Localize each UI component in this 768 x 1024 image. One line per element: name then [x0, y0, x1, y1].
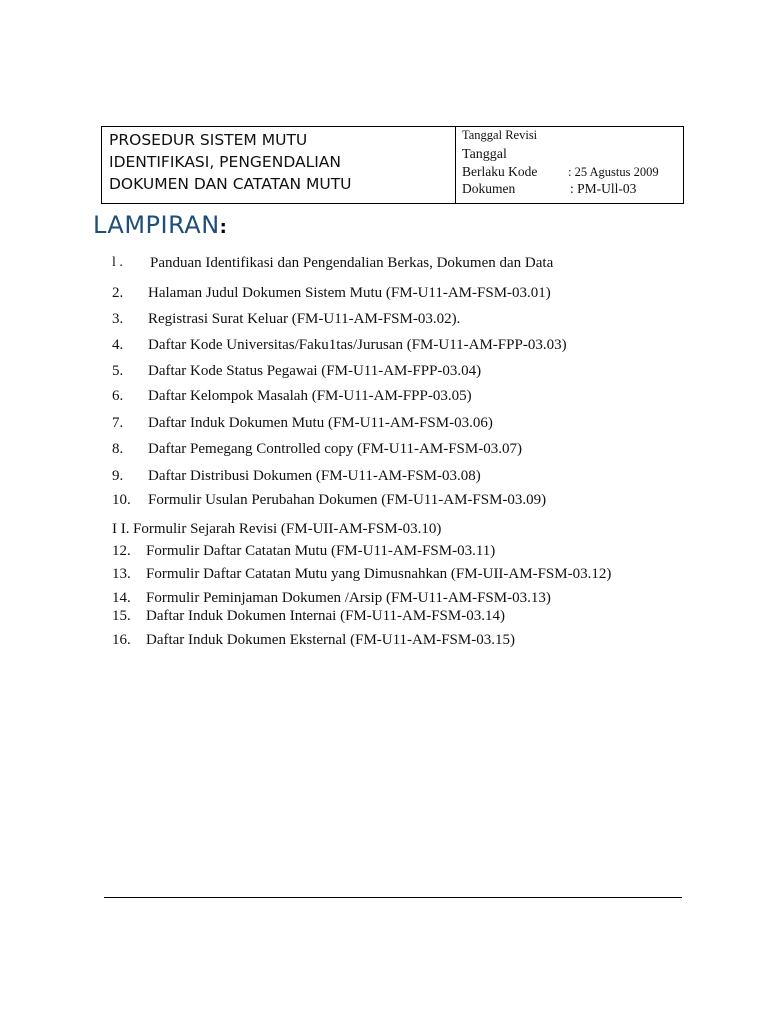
list-item-text: Halaman Judul Dokumen Sistem Mutu (FM-U11-AM-FSM-03.01): [148, 285, 551, 301]
list-item-text: Daftar Induk Dokumen Eksternal (FM-U11-AM-FSM-03.15): [146, 632, 515, 648]
list-item-text: Daftar Induk Dokumen Mutu (FM-U11-AM-FSM-03.06): [148, 415, 493, 431]
header-meta-cell: [456, 127, 683, 203]
list-item-number: 2.: [112, 285, 124, 301]
berlaku-label: Berlaku Kode: [462, 164, 538, 179]
dokumen-label: Dokumen: [462, 181, 516, 196]
list-item-number: l .: [112, 255, 123, 270]
list-item-number: 15.: [112, 608, 131, 624]
list-item-text: Registrasi Surat Keluar (FM-U11-AM-FSM-03.02).: [148, 311, 461, 327]
list-item-text: Formulir Peminjaman Dokumen /Arsip (FM-U11-AM-FSM-03.13): [146, 590, 551, 606]
list-item-text: Formulir Usulan Perubahan Dokumen (FM-U11-AM-FSM-03.09): [148, 492, 547, 508]
tanggal-label: Tanggal: [462, 147, 507, 162]
section-title-text: LAMPIRAN: [93, 211, 220, 239]
footer-divider: [104, 897, 682, 898]
section-title: [93, 211, 227, 239]
list-item-text: Daftar Kelompok Masalah (FM-U11-AM-FPP-03.05): [148, 388, 472, 404]
list-item-number: I I.: [112, 521, 130, 537]
list-item-number: 4.: [112, 337, 124, 353]
header-title-cell: [102, 127, 456, 203]
list-item-number: 9.: [112, 468, 124, 484]
list-item-number: 16.: [112, 632, 131, 648]
list-item-number: 7.: [112, 415, 124, 431]
list-item-number: 12.: [112, 543, 131, 559]
list-item-text: Daftar Pemegang Controlled copy (FM-U11-AM-FSM-03.07): [148, 441, 522, 457]
list-item-number: 5.: [112, 363, 124, 379]
section-title-colon: :: [219, 217, 228, 238]
header-title-line: PROSEDUR SISTEM MUTU: [109, 131, 308, 149]
list-item-number: 8.: [112, 441, 124, 457]
list-item-text: Daftar Kode Universitas/Faku1tas/Jurusan (FM-U11-AM-FPP-03.03): [148, 337, 567, 353]
list-item-number: 10.: [112, 492, 131, 508]
header-title-line: DOKUMEN DAN CATATAN MUTU: [109, 175, 352, 193]
list-item-number: 3.: [112, 311, 124, 327]
list-item-text: Daftar Kode Status Pegawai (FM-U11-AM-FPP-03.04): [148, 363, 482, 379]
list-item-text: Panduan Identifikasi dan Pengendalian Berkas, Dokumen dan Data: [150, 255, 554, 271]
list-item-number: 14.: [112, 590, 131, 606]
list-item-number: 13.: [112, 566, 131, 582]
list-item-text: Formulir Sejarah Revisi (FM-UII-AM-FSM-03.10): [133, 521, 442, 537]
list-item-text: Formulir Daftar Catatan Mutu yang Dimusnahkan (FM-UII-AM-FSM-03.12): [146, 566, 612, 582]
list-item-text: Daftar Induk Dokumen Internai (FM-U11-AM-FSM-03.14): [146, 608, 505, 624]
list-item-text: Formulir Daftar Catatan Mutu (FM-U11-AM-FSM-03.11): [146, 543, 496, 559]
document-header-table: [101, 126, 684, 204]
list-item-number: 6.: [112, 388, 124, 404]
header-title-line: IDENTIFIKASI, PENGENDALIAN: [109, 153, 341, 171]
revisi-label: Tanggal Revisi: [462, 128, 538, 142]
list-item-text: Daftar Distribusi Dokumen (FM-U11-AM-FSM-03.08): [148, 468, 481, 484]
berlaku-value: : 25 Agustus 2009: [568, 165, 659, 179]
dokumen-value: : PM-Ull-03: [570, 181, 637, 196]
